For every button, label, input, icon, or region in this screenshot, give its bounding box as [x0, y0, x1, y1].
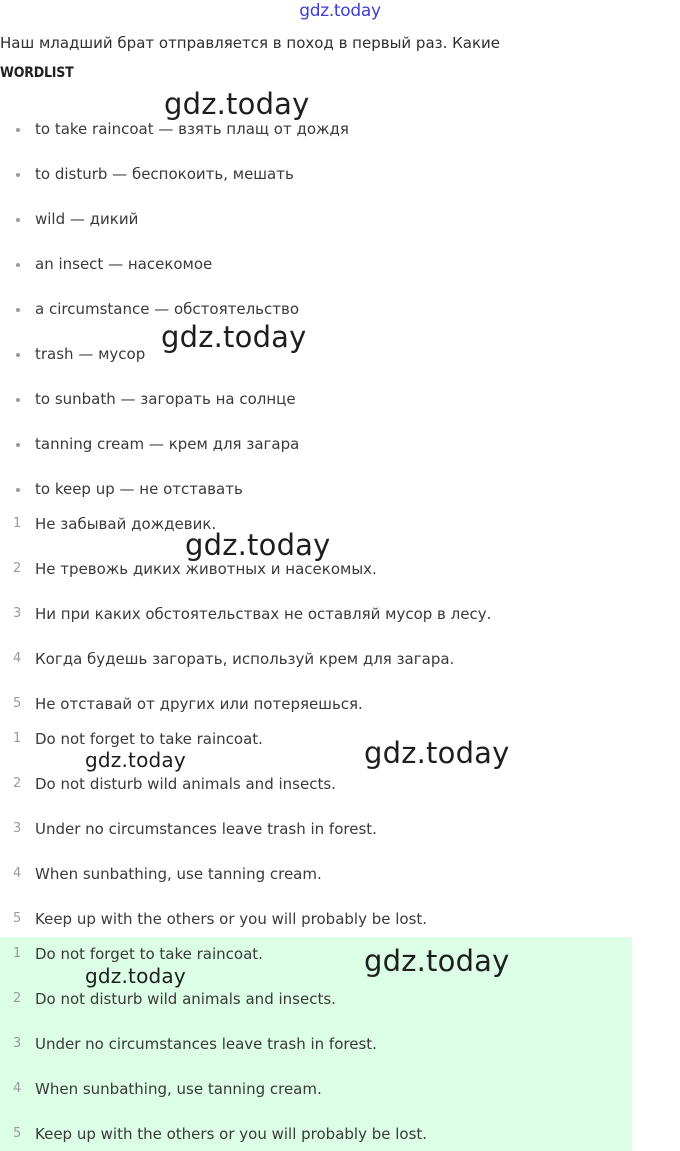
rule-text: Ни при каких обстоятельствах не оставляй мусор в лесу. — [35, 605, 492, 623]
bullet-icon — [16, 443, 20, 447]
rule-text: When sunbathing, use tanning cream. — [35, 865, 322, 883]
list-item — [0, 692, 640, 716]
rule-text: Keep up with the others or you will probably be lost. — [35, 910, 428, 928]
list-item — [0, 252, 640, 276]
rule-text: Не тревожь диких животных и насекомых. — [35, 560, 377, 578]
answer-text: When sunbathing, use tanning cream. — [35, 1080, 322, 1098]
list-item — [0, 477, 640, 501]
list-item — [0, 862, 640, 886]
answer-text: Do not forget to take raincoat. — [35, 945, 263, 963]
list-item — [0, 772, 640, 796]
wordlist-item-text: to keep up — не отставать — [35, 480, 243, 498]
watermark: gdz.today — [185, 528, 331, 562]
site-watermark-header: gdz.today — [299, 1, 381, 21]
item-number: 2 — [13, 776, 22, 791]
answer-text: Keep up with the others or you will probably be lost. — [35, 1125, 428, 1143]
rule-text: Не отставай от других или потеряешься. — [35, 695, 363, 713]
answer-text: Do not disturb wild animals and insects. — [35, 990, 336, 1008]
rule-text: Когда будешь загорать, используй крем для загара. — [35, 650, 455, 668]
watermark: gdz.today — [164, 87, 310, 121]
bullet-icon — [16, 308, 20, 312]
bullet-icon — [16, 398, 20, 402]
rule-text: Do not disturb wild animals and insects. — [35, 775, 336, 793]
item-number: 3 — [13, 606, 22, 621]
item-number: 2 — [13, 561, 22, 576]
item-number: 5 — [13, 911, 22, 926]
item-number: 1 — [13, 516, 22, 531]
watermark: gdz.today — [85, 748, 186, 772]
rule-text: Under no circumstances leave trash in forest. — [35, 820, 377, 838]
item-number: 1 — [13, 731, 22, 746]
bullet-icon — [16, 353, 20, 357]
item-number: 4 — [13, 651, 22, 666]
item-number: 5 — [13, 1126, 22, 1141]
rule-text: Do not forget to take raincoat. — [35, 730, 263, 748]
item-number: 4 — [13, 866, 22, 881]
list-item — [0, 117, 640, 141]
wordlist-item-text: to take raincoat — взять плащ от дождя — [35, 120, 349, 138]
list-item — [0, 162, 640, 186]
wordlist-item-text: wild — дикий — [35, 210, 139, 228]
list-item — [0, 647, 640, 671]
list-item — [0, 987, 640, 1011]
list-item — [0, 942, 640, 966]
wordlist-item-text: a circumstance — обстоятельство — [35, 300, 299, 318]
bullet-icon — [16, 218, 20, 222]
list-item — [0, 342, 640, 366]
bullet-icon — [16, 488, 20, 492]
list-item — [0, 1077, 640, 1101]
list-item — [0, 297, 640, 321]
watermark: gdz.today — [364, 736, 510, 770]
list-item — [0, 1032, 640, 1056]
bullet-icon — [16, 263, 20, 267]
list-item — [0, 432, 640, 456]
wordlist-item-text: tanning cream — крем для загара — [35, 435, 300, 453]
list-item — [0, 1122, 640, 1146]
item-number: 3 — [13, 821, 22, 836]
item-number: 4 — [13, 1081, 22, 1096]
watermark: gdz.today — [161, 320, 307, 354]
wordlist-item-text: an insect — насекомое — [35, 255, 213, 273]
exercise-intro: Наш младший брат отправляется в поход в первый раз. Какие — [0, 34, 501, 52]
rule-text: Не забывай дождевик. — [35, 515, 217, 533]
bullet-icon — [16, 128, 20, 132]
wordlist-item-text: to sunbath — загорать на солнце — [35, 390, 296, 408]
item-number: 3 — [13, 1036, 22, 1051]
watermark: gdz.today — [85, 964, 186, 988]
wordlist-item-text: to disturb — беспокоить, мешать — [35, 165, 294, 183]
list-item — [0, 387, 640, 411]
item-number: 1 — [13, 946, 22, 961]
bullet-icon — [16, 173, 20, 177]
watermark: gdz.today — [364, 944, 510, 978]
wordlist-heading: WORDLIST — [0, 65, 74, 81]
wordlist-item-text: trash — мусор — [35, 345, 146, 363]
item-number: 2 — [13, 991, 22, 1006]
item-number: 5 — [13, 696, 22, 711]
list-item — [0, 817, 640, 841]
list-item — [0, 602, 640, 626]
list-item — [0, 907, 640, 931]
answer-text: Under no circumstances leave trash in forest. — [35, 1035, 377, 1053]
list-item — [0, 207, 640, 231]
